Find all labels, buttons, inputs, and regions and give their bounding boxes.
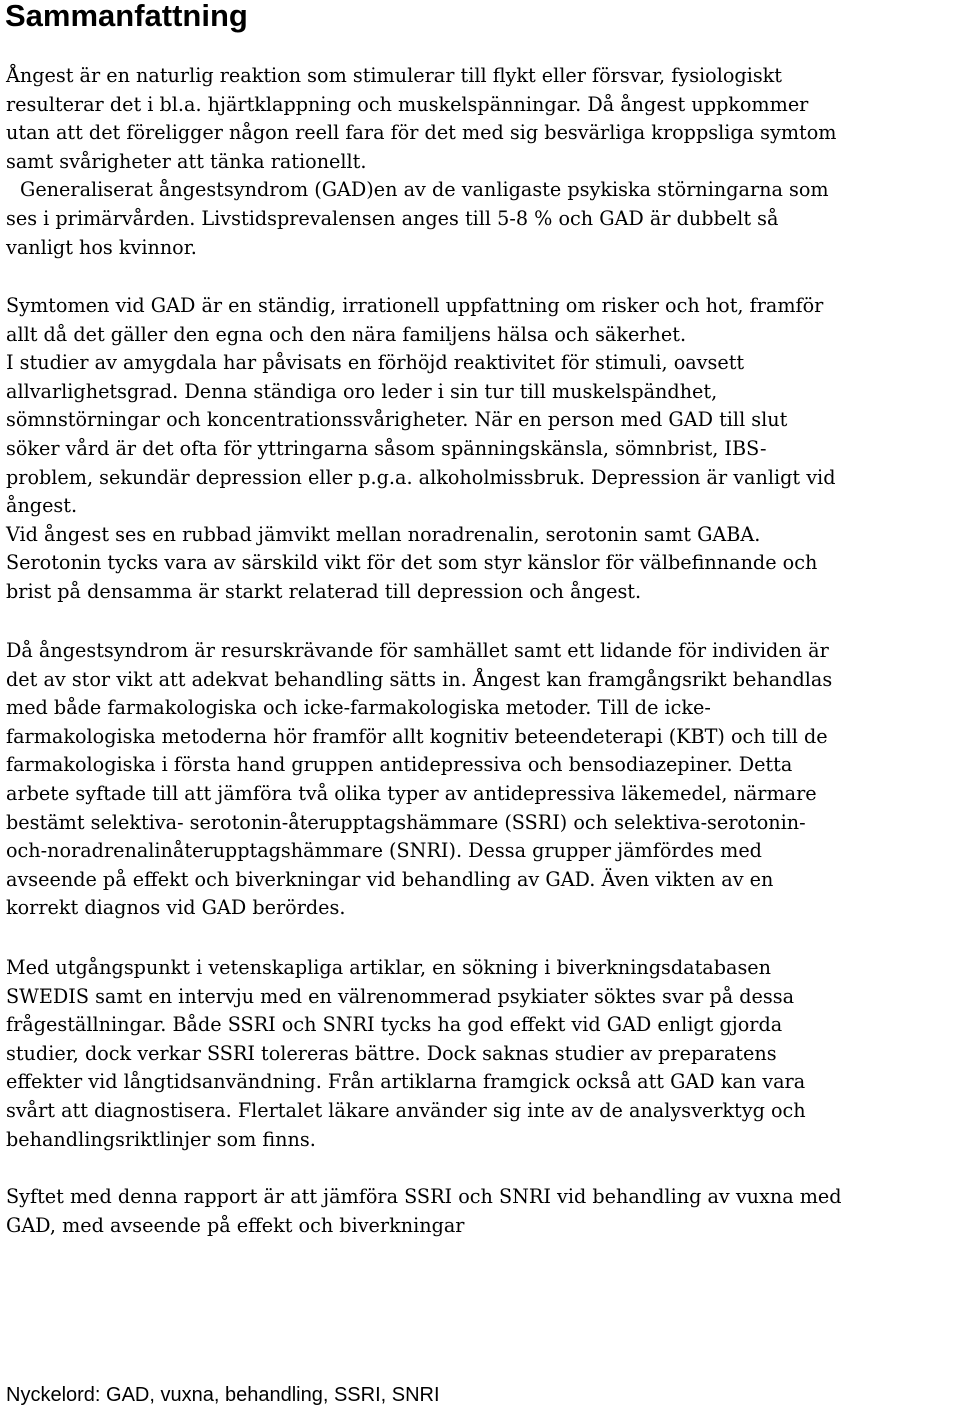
text-line: arbete syftade till att jämföra två olika typer av antidepressiva läkemedel, närmare — [6, 781, 817, 805]
text-line: Serotonin tycks vara av särskild vikt för det som styr känslor för välbefinnande och — [6, 551, 818, 575]
text-line: allvarlighetsgrad. Denna ständiga oro leder i sin tur till muskelspändhet, — [6, 379, 718, 403]
text-line: problem, sekundär depression eller p.g.a. alkoholmissbruk. Depression är vanligt vid — [6, 465, 836, 489]
text-line: samt svårigheter att tänka rationellt. — [6, 149, 367, 173]
text-line: svårt att diagnostisera. Flertalet läkare använder sig inte av de analysverktyg och — [6, 1098, 806, 1122]
text-line: studier, dock verkar SSRI tolereras bättre. Dock saknas studier av preparatens — [6, 1041, 777, 1065]
text-line: bestämt selektiva- serotonin-återupptagshämmare (SSRI) och selektiva-serotonin- — [6, 810, 806, 834]
text-line: korrekt diagnos vid GAD berördes. — [6, 896, 346, 920]
text-line: med både farmakologiska och icke-farmakologiska metoder. Till de icke- — [6, 696, 711, 720]
text-line: Symtomen vid GAD är en ständig, irrationell uppfattning om risker och hot, framför — [6, 294, 824, 317]
text-line: farmakologiska metoderna hör framför allt kognitiv beteendeterapi (KBT) och till de — [6, 724, 828, 748]
text-line: sömnstörningar och koncentrationssvårigheter. När en person med GAD till slut — [6, 408, 788, 432]
text-line: SWEDIS samt en intervju med en välrenommerad psykiater söktes svar på dessa — [6, 984, 795, 1008]
text-line: utan att det föreligger någon reell fara för det med sig besvärliga kroppsliga symtom — [6, 121, 837, 145]
text-line: Generaliserat ångestsyndrom (GAD)en av de vanligaste psykiska störningarna som — [20, 178, 829, 202]
text-line: frågeställningar. Både SSRI och SNRI tycks ha god effekt vid GAD enligt gjorda — [6, 1013, 783, 1037]
paragraph-purpose — [6, 1183, 958, 1240]
paragraph-method — [6, 954, 958, 1154]
paragraph-symptoms — [6, 292, 958, 607]
text-line: Ångest är en naturlig reaktion som stimulerar till flykt eller försvar, fysiologiskt — [6, 64, 783, 87]
page-title: Sammanfattning — [5, 0, 248, 33]
text-line: Med utgångspunkt i vetenskapliga artiklar, en sökning i biverkningsdatabasen — [6, 956, 772, 979]
text-line: brist på densamma är starkt relaterad till depression och ångest. — [6, 579, 642, 603]
text-line: avseende på effekt och biverkningar vid behandling av GAD. Även vikten av en — [6, 867, 774, 891]
text-line: effekter vid långtidsanvändning. Från artiklarna framgick också att GAD kan vara — [6, 1070, 806, 1094]
text-line: allt då det gäller den egna och den nära familjens hälsa och säkerhet. — [6, 322, 687, 346]
text-line: resulterar det i bl.a. hjärtklappning och muskelspänningar. Då ångest uppkommer — [6, 92, 809, 116]
text-line: I studier av amygdala har påvisats en förhöjd reaktivitet för stimuli, oavsett — [6, 351, 745, 375]
text-line: Vid ångest ses en rubbad jämvikt mellan noradrenalin, serotonin samt GABA. — [6, 522, 761, 546]
text-line: ångest. — [6, 494, 78, 518]
text-line: vanligt hos kvinnor. — [6, 235, 197, 259]
text-line: det av stor vikt att adekvat behandling sätts in. Ångest kan framgångsrikt behandlas — [6, 667, 833, 691]
keywords-line: Nyckelord: GAD, vuxna, behandling, SSRI, SNRI — [6, 1384, 440, 1406]
paragraph-treatment — [6, 637, 958, 923]
text-line: GAD, med avseende på effekt och biverkningar — [6, 1213, 465, 1237]
text-line: behandlingsriktlinjer som finns. — [6, 1127, 316, 1151]
text-line: farmakologiska i första hand gruppen antidepressiva och bensodiazepiner. Detta — [6, 753, 793, 777]
text-line: Syftet med denna rapport är att jämföra SSRI och SNRI vid behandling av vuxna med — [6, 1185, 842, 1208]
text-line: och-noradrenalinåterupptagshämmare (SNRI). Dessa grupper jämfördes med — [6, 839, 762, 863]
text-line: söker vård är det ofta för yttringarna såsom spänningskänsla, sömnbrist, IBS- — [6, 436, 767, 460]
text-line: ses i primärvården. Livstidsprevalensen anges till 5-8 % och GAD är dubbelt så — [6, 206, 779, 230]
text-line: Då ångestsyndrom är resurskrävande för samhället samt ett lidande för individen är — [6, 639, 829, 662]
paragraph-intro — [6, 62, 958, 262]
